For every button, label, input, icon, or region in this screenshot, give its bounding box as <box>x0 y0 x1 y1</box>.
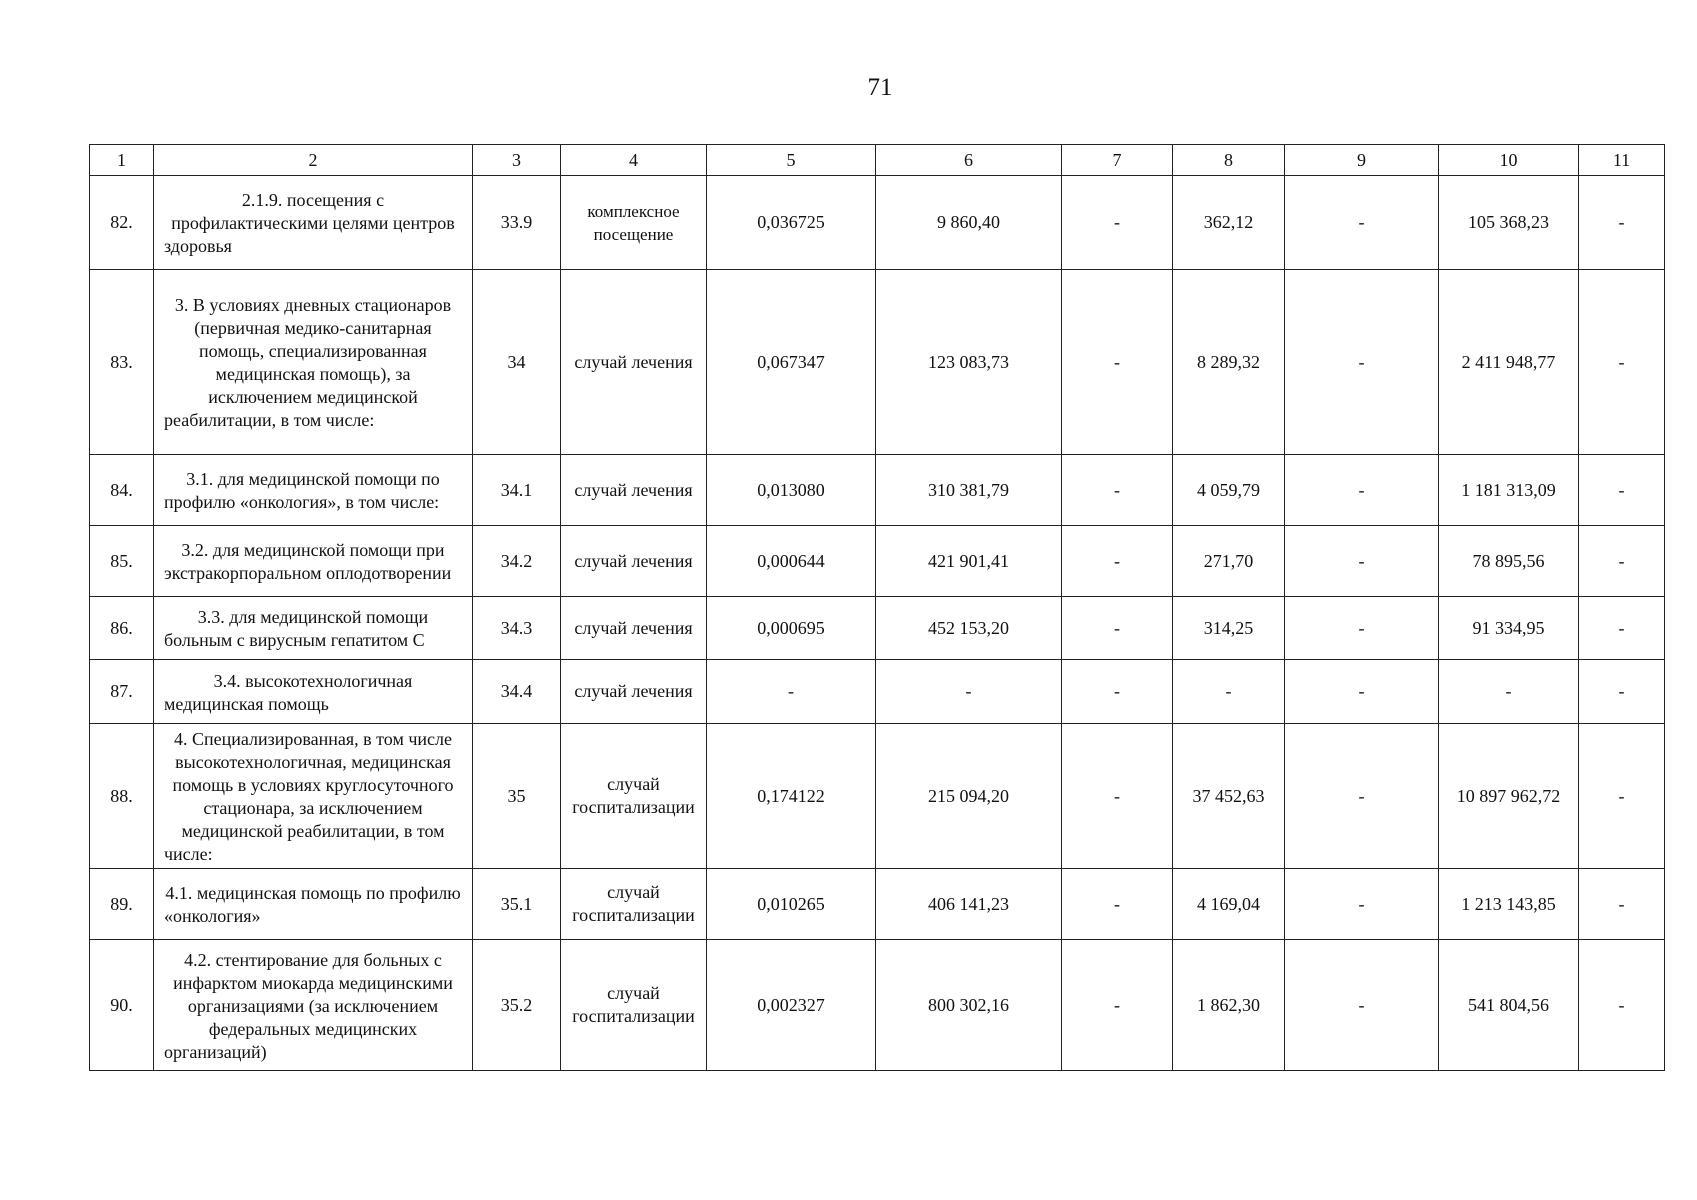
row-col10: 10 897 962,72 <box>1439 724 1579 869</box>
row-col7: - <box>1062 270 1173 455</box>
row-col5: 0,002327 <box>707 940 876 1071</box>
row-col6: 310 381,79 <box>876 455 1062 526</box>
row-col6: 123 083,73 <box>876 270 1062 455</box>
row-col9: - <box>1285 176 1439 270</box>
row-col7: - <box>1062 176 1173 270</box>
row-col8: 314,25 <box>1173 597 1285 660</box>
row-col8: 8 289,32 <box>1173 270 1285 455</box>
row-col6: 452 153,20 <box>876 597 1062 660</box>
row-col5: 0,174122 <box>707 724 876 869</box>
row-unit: случай лечения <box>561 597 707 660</box>
page-number: 71 <box>867 74 893 101</box>
row-col5: 0,010265 <box>707 869 876 940</box>
column-header: 6 <box>876 145 1062 176</box>
row-col5: 0,000695 <box>707 597 876 660</box>
table-row <box>90 940 1665 1071</box>
row-code: 35 <box>473 724 561 869</box>
row-col10: 1 181 313,09 <box>1439 455 1579 526</box>
row-number: 89. <box>90 869 154 940</box>
row-col11: - <box>1579 940 1665 1071</box>
column-header: 3 <box>473 145 561 176</box>
row-number: 88. <box>90 724 154 869</box>
row-col6: 215 094,20 <box>876 724 1062 869</box>
row-col6: 406 141,23 <box>876 869 1062 940</box>
row-col8: 37 452,63 <box>1173 724 1285 869</box>
row-unit: комплексное посещение <box>561 176 707 270</box>
row-number: 90. <box>90 940 154 1071</box>
row-code: 33.9 <box>473 176 561 270</box>
row-code: 34.1 <box>473 455 561 526</box>
row-description: 3.1. для медицинской помощи по профилю «онкология», в том числе: <box>154 455 473 526</box>
table-header-row <box>90 145 1665 176</box>
row-number: 83. <box>90 270 154 455</box>
row-description: 3.3. для медицинской помощи больным с вирусным гепатитом С <box>154 597 473 660</box>
row-col6: - <box>876 660 1062 724</box>
row-col11: - <box>1579 270 1665 455</box>
row-col6: 9 860,40 <box>876 176 1062 270</box>
row-description: 3.4. высокотехнологичная медицинская помощь <box>154 660 473 724</box>
row-code: 35.2 <box>473 940 561 1071</box>
row-col11: - <box>1579 660 1665 724</box>
row-col9: - <box>1285 869 1439 940</box>
row-col10: 1 213 143,85 <box>1439 869 1579 940</box>
table-row <box>90 526 1665 597</box>
row-col8: - <box>1173 660 1285 724</box>
row-number: 84. <box>90 455 154 526</box>
row-col8: 4 169,04 <box>1173 869 1285 940</box>
row-col9: - <box>1285 660 1439 724</box>
row-col5: 0,000644 <box>707 526 876 597</box>
row-col11: - <box>1579 869 1665 940</box>
row-description: 4.2. стентирование для больных с инфарктом миокарда медицинскими организациями (за исключением федеральных медицинских организаций) <box>154 940 473 1071</box>
column-header: 2 <box>154 145 473 176</box>
row-col7: - <box>1062 455 1173 526</box>
table-row <box>90 724 1665 869</box>
row-col7: - <box>1062 869 1173 940</box>
row-col5: - <box>707 660 876 724</box>
row-col9: - <box>1285 270 1439 455</box>
row-col7: - <box>1062 597 1173 660</box>
row-col9: - <box>1285 940 1439 1071</box>
row-unit: случай госпитализации <box>561 724 707 869</box>
row-number: 85. <box>90 526 154 597</box>
row-description: 3.2. для медицинской помощи при экстракорпоральном оплодотворении <box>154 526 473 597</box>
row-col7: - <box>1062 660 1173 724</box>
column-header: 10 <box>1439 145 1579 176</box>
row-number: 86. <box>90 597 154 660</box>
row-col11: - <box>1579 724 1665 869</box>
row-description: 4.1. медицинская помощь по профилю «онкология» <box>154 869 473 940</box>
row-col9: - <box>1285 724 1439 869</box>
row-col5: 0,036725 <box>707 176 876 270</box>
column-header: 11 <box>1579 145 1665 176</box>
row-unit: случай лечения <box>561 270 707 455</box>
row-col8: 271,70 <box>1173 526 1285 597</box>
row-col8: 1 862,30 <box>1173 940 1285 1071</box>
row-col10: 78 895,56 <box>1439 526 1579 597</box>
row-col7: - <box>1062 526 1173 597</box>
row-col6: 421 901,41 <box>876 526 1062 597</box>
column-header: 8 <box>1173 145 1285 176</box>
row-col10: 541 804,56 <box>1439 940 1579 1071</box>
column-header: 5 <box>707 145 876 176</box>
column-header: 7 <box>1062 145 1173 176</box>
row-description: 3. В условиях дневных стационаров (первичная медико-санитарная помощь, специализированная медицинская помощь), за исключением медицинской реабилитации, в том числе: <box>154 270 473 455</box>
row-unit: случай лечения <box>561 526 707 597</box>
row-code: 34.2 <box>473 526 561 597</box>
table-row <box>90 660 1665 724</box>
row-unit: случай госпитализации <box>561 940 707 1071</box>
row-col9: - <box>1285 455 1439 526</box>
column-header: 1 <box>90 145 154 176</box>
row-number: 82. <box>90 176 154 270</box>
row-col7: - <box>1062 724 1173 869</box>
row-col11: - <box>1579 597 1665 660</box>
column-header: 4 <box>561 145 707 176</box>
table-row <box>90 176 1665 270</box>
row-col7: - <box>1062 940 1173 1071</box>
row-code: 35.1 <box>473 869 561 940</box>
column-header: 9 <box>1285 145 1439 176</box>
row-col10: 105 368,23 <box>1439 176 1579 270</box>
row-col11: - <box>1579 526 1665 597</box>
table-row <box>90 270 1665 455</box>
row-col10: 91 334,95 <box>1439 597 1579 660</box>
row-col11: - <box>1579 176 1665 270</box>
table-row <box>90 869 1665 940</box>
row-col9: - <box>1285 597 1439 660</box>
table-row <box>90 455 1665 526</box>
row-number: 87. <box>90 660 154 724</box>
row-unit: случай лечения <box>561 455 707 526</box>
row-col8: 362,12 <box>1173 176 1285 270</box>
row-col9: - <box>1285 526 1439 597</box>
row-code: 34.4 <box>473 660 561 724</box>
row-col11: - <box>1579 455 1665 526</box>
row-code: 34 <box>473 270 561 455</box>
row-unit: случай госпитализации <box>561 869 707 940</box>
row-col10: - <box>1439 660 1579 724</box>
table-row <box>90 597 1665 660</box>
row-description: 2.1.9. посещения с профилактическими целями центров здоровья <box>154 176 473 270</box>
row-col6: 800 302,16 <box>876 940 1062 1071</box>
row-col10: 2 411 948,77 <box>1439 270 1579 455</box>
row-code: 34.3 <box>473 597 561 660</box>
data-table <box>89 144 1665 1071</box>
row-unit: случай лечения <box>561 660 707 724</box>
row-col5: 0,067347 <box>707 270 876 455</box>
row-col8: 4 059,79 <box>1173 455 1285 526</box>
row-description: 4. Специализированная, в том числе высокотехнологичная, медицинская помощь в условиях круглосуточного стационара, за исключением медицинской реабилитации, в том числе: <box>154 724 473 869</box>
row-col5: 0,013080 <box>707 455 876 526</box>
